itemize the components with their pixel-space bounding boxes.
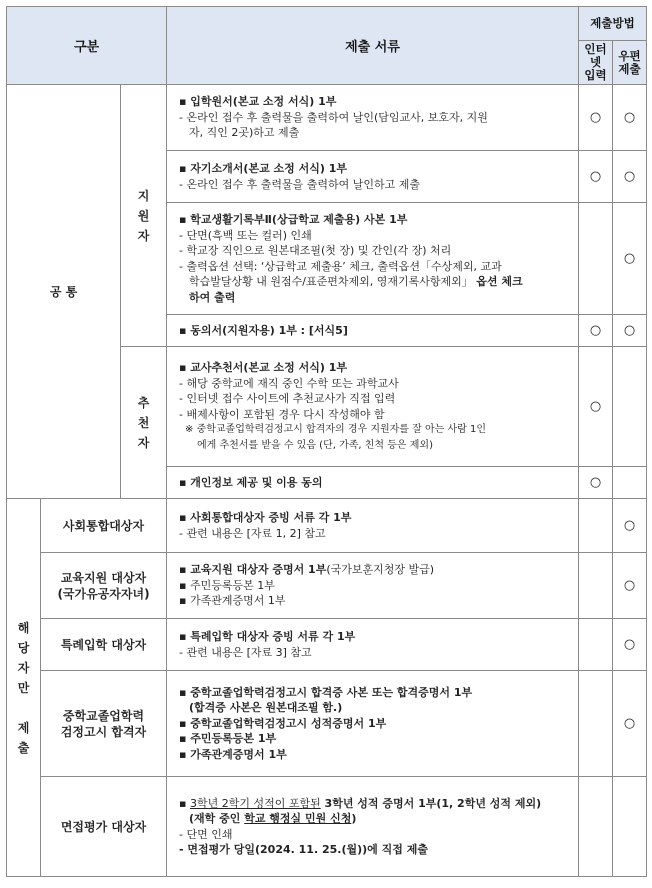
doc-social-integration: ▪ 사회통합대상자 증빙 서류 각 1부 - 관련 내용은 [자료 1, 2] 참고 <box>167 499 579 553</box>
mark-r5-mail <box>613 347 647 467</box>
label-education-support: 교육지원 대상자 (국가유공자자녀) <box>41 553 167 619</box>
header-internet: 인터넷 입력 <box>579 41 613 85</box>
label-interview: 면접평가 대상자 <box>41 777 167 877</box>
mark-r4-mail: ○ <box>613 315 647 347</box>
doc-teacher-recommendation: ▪ 교사추천서(본교 소정 서식) 1부 - 해당 중학교에 재직 중인 수학 또는 과학교사 - 인터넷 접수 사이트에 추천교사가 직접 입력 - 배제사항이 포함된 경우 다시 작성해야 함 ※ 중학교졸업학력검정고시 합격자의 경우 지원자를 잘 아는 사람 1인 에게 추천서를 받을 수 있음 (단, 가족, 친척 등은 제외) <box>167 347 579 467</box>
header-mail: 우편 제출 <box>613 41 647 85</box>
mark-r2-internet: ○ <box>579 151 613 203</box>
doc-education-support: ▪ 교육지원 대상자 증명서 1부(국가보훈지청장 발급) ▪ 주민등록등본 1부 ▪ 가족관계증명서 1부 <box>167 553 579 619</box>
mark-r3-internet <box>579 203 613 315</box>
mark-r10-mail: ○ <box>613 671 647 777</box>
mark-r5-internet: ○ <box>579 347 613 467</box>
doc-school-record: ▪ 학교생활기록부Ⅱ(상급학교 제출용) 사본 1부 - 단면(흑백 또는 컬러) 인쇄 - 학교장 직인으로 원본대조필(첫 장) 및 간인(각 장) 처리 - 출력옵션 선택: ‘상급학교 제출용’ 체크, 출력옵션「수상제외, 교과 학습발달상황 내 원점수/표준편차제외, 영재기록사항제외」 옵션 체크 하여 출력 <box>167 203 579 315</box>
document-page <box>6 6 646 877</box>
mark-r2-mail: ○ <box>613 151 647 203</box>
mark-r1-internet: ○ <box>579 85 613 151</box>
doc-application-form: ▪ 입학원서(본교 소정 서식) 1부 - 온라인 접수 후 출력물을 출력하여 날인(담임교사, 보호자, 지원 자, 직인 2곳)하고 제출 <box>167 85 579 151</box>
doc-consent-form: ▪ 동의서(지원자용) 1부 : [서식5] <box>167 315 579 347</box>
section-common: 공 통 <box>7 85 121 499</box>
mark-r8-mail: ○ <box>613 553 647 619</box>
mark-r3-mail: ○ <box>613 203 647 315</box>
submission-documents-table <box>6 6 647 877</box>
doc-ged: ▪ 중학교졸업학력검정고시 합격증 사본 또는 합격증명서 1부 (합격증 사본은 원본대조필 함.) ▪ 중학교졸업학력검정고시 성적증명서 1부 ▪ 주민등록등본 1부 ▪ 가족관계증명서 1부 <box>167 671 579 777</box>
header-method: 제출방법 <box>579 7 647 41</box>
mark-r10-internet <box>579 671 613 777</box>
doc-privacy-consent: ▪ 개인정보 제공 및 이용 동의 <box>167 467 579 499</box>
doc-self-introduction: ▪ 자기소개서(본교 소정 서식) 1부 - 온라인 접수 후 출력물을 출력하여 날인하고 제출 <box>167 151 579 203</box>
header-documents: 제출 서류 <box>167 7 579 85</box>
label-special-admission: 특례입학 대상자 <box>41 619 167 671</box>
mark-r11-internet <box>579 777 613 877</box>
section-applicant: 지 원 자 <box>121 85 167 347</box>
doc-special-admission: ▪ 특례입학 대상자 증빙 서류 각 1부 - 관련 내용은 [자료 3] 참고 <box>167 619 579 671</box>
label-ged-passer: 중학교졸업학력 검정고시 합격자 <box>41 671 167 777</box>
mark-r11-mail <box>613 777 647 877</box>
mark-r7-mail: ○ <box>613 499 647 553</box>
mark-r6-internet: ○ <box>579 467 613 499</box>
mark-r4-internet: ○ <box>579 315 613 347</box>
mark-r9-mail: ○ <box>613 619 647 671</box>
label-social-integration: 사회통합대상자 <box>41 499 167 553</box>
mark-r9-internet <box>579 619 613 671</box>
section-recommender: 추 천 자 <box>121 347 167 499</box>
mark-r8-internet <box>579 553 613 619</box>
mark-r7-internet <box>579 499 613 553</box>
mark-r6-mail <box>613 467 647 499</box>
mark-r1-mail: ○ <box>613 85 647 151</box>
header-category: 구분 <box>7 7 167 85</box>
section-conditional: 해 당 자 만 제 출 <box>7 499 41 877</box>
doc-interview: ▪ 3학년 2학기 성적이 포함된 3학년 성적 증명서 1부(1, 2학년 성적 제외) (재학 중인 학교 행정실 민원 신청) - 단면 인쇄 - 면접평가 당일(2024. 11. 25.(월))에 직접 제출 <box>167 777 579 877</box>
